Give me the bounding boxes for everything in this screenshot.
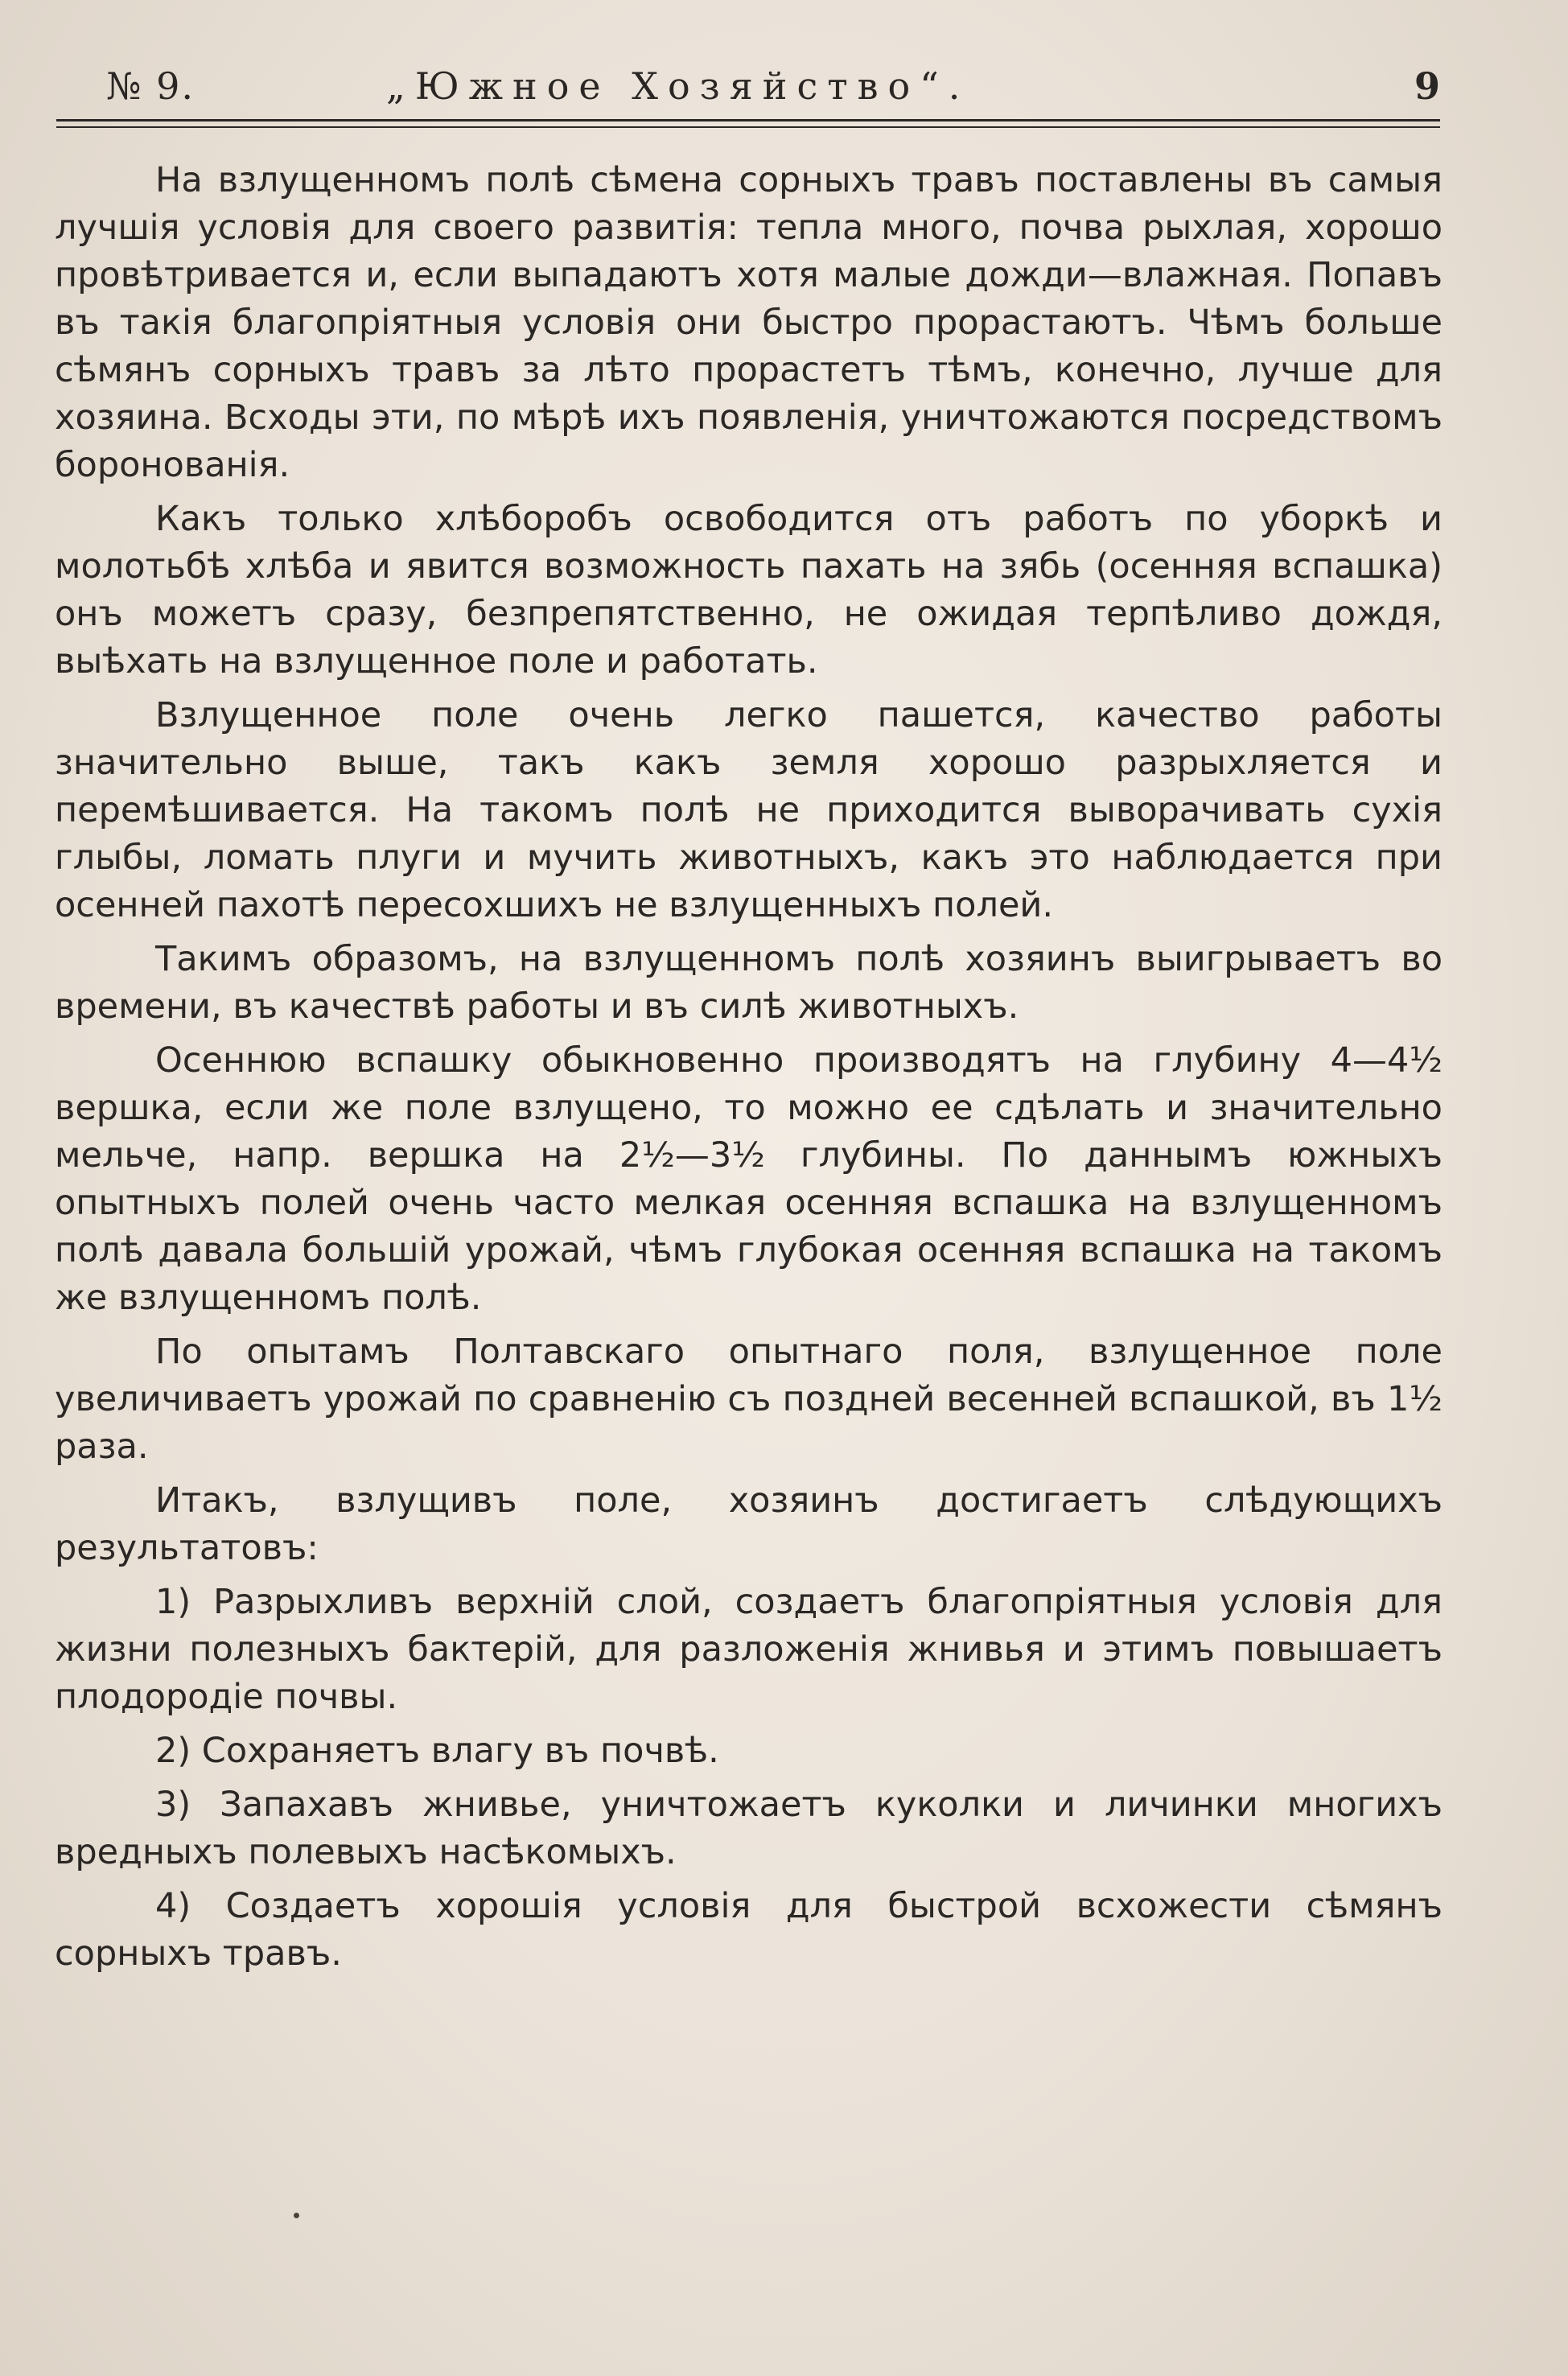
article-body — [55, 157, 1442, 1984]
paragraph: Какъ только хлѣборобъ освободится отъ работъ по уборкѣ и молотьбѣ хлѣба и явится возможность пахать на зябь (осенняя вспашка) онъ можетъ сразу, безпрепятственно, не ожидая терпѣливо дождя, выѣхать на взлущенное поле и работать. — [55, 499, 1442, 682]
header-rule-top — [56, 119, 1440, 121]
paragraph: На взлущенномъ полѣ сѣмена сорныхъ травъ поставлены въ самыя лучшія условія для своего развитія: тепла много, почва рыхлая, хорошо провѣтривается и, если выпадаютъ хотя малые дожди—влажная. Попавъ въ такія благопріятныя условія они быстро прорастаютъ. Чѣмъ больше сѣмянъ сорныхъ травъ за лѣто прорастетъ тѣмъ, конечно, лучше для хозяина. Всходы эти, по мѣрѣ ихъ появленія, уничтожаются посредствомъ боронованія. — [55, 160, 1442, 485]
paragraph: Итакъ, взлущивъ поле, хозяинъ достигаетъ слѣдующихъ результатовъ: — [55, 1480, 1442, 1568]
paragraph: Взлущенное поле очень легко пашется, качество работы значительно выше, такъ какъ земля хорошо разрыхляется и перемѣшивается. На такомъ полѣ не приходится выворачивать сухія глыбы, ломать плуги и мучить животныхъ, какъ это наблюдается при осенней пахотѣ пересохшихъ не взлущенныхъ полей. — [55, 695, 1442, 925]
paragraph: Такимъ образомъ, на взлущенномъ полѣ хозяинъ выигрываетъ во времени, въ качествѣ работы и въ силѣ животныхъ. — [55, 939, 1442, 1027]
header-rule-bottom — [56, 126, 1440, 128]
list-item: 2) Сохраняетъ влагу въ почвѣ. — [155, 1731, 719, 1771]
issue-number: № 9. — [106, 64, 195, 108]
paragraph: Осеннюю вспашку обыкновенно производятъ на глубину 4—4½ вершка, если же поле взлущено, то можно ее сдѣлать и значительно мельче, напр. вершка на 2½—3½ глубины. По даннымъ южныхъ опытныхъ полей очень часто мелкая осенняя вспашка на взлущенномъ полѣ давала большій урожай, чѣмъ глубокая осенняя вспашка на такомъ же взлущенномъ полѣ. — [55, 1040, 1442, 1318]
ink-speck — [294, 2213, 299, 2218]
page-header — [56, 58, 1440, 114]
list-item: 3) Запахавъ жнивье, уничтожаетъ куколки и личинки многихъ вредныхъ полевыхъ насѣкомыхъ. — [55, 1785, 1442, 1872]
list-item: 4) Создаетъ хорошія условія для быстрой всхожести сѣмянъ сорныхъ травъ. — [55, 1886, 1442, 1974]
journal-title: „Южное Хозяйство“. — [386, 64, 970, 108]
list-item: 1) Разрыхливъ верхній слой, создаетъ благопріятныя условія для жизни полезныхъ бактерій, для разложенія жнивья и этимъ повышаетъ плодородіе почвы. — [55, 1582, 1442, 1717]
paragraph: По опытамъ Полтавскаго опытнаго поля, взлущенное поле увеличиваетъ урожай по сравненію съ поздней весенней вспашкой, въ 1½ раза. — [55, 1332, 1442, 1467]
page-number: 9 — [1414, 64, 1440, 108]
